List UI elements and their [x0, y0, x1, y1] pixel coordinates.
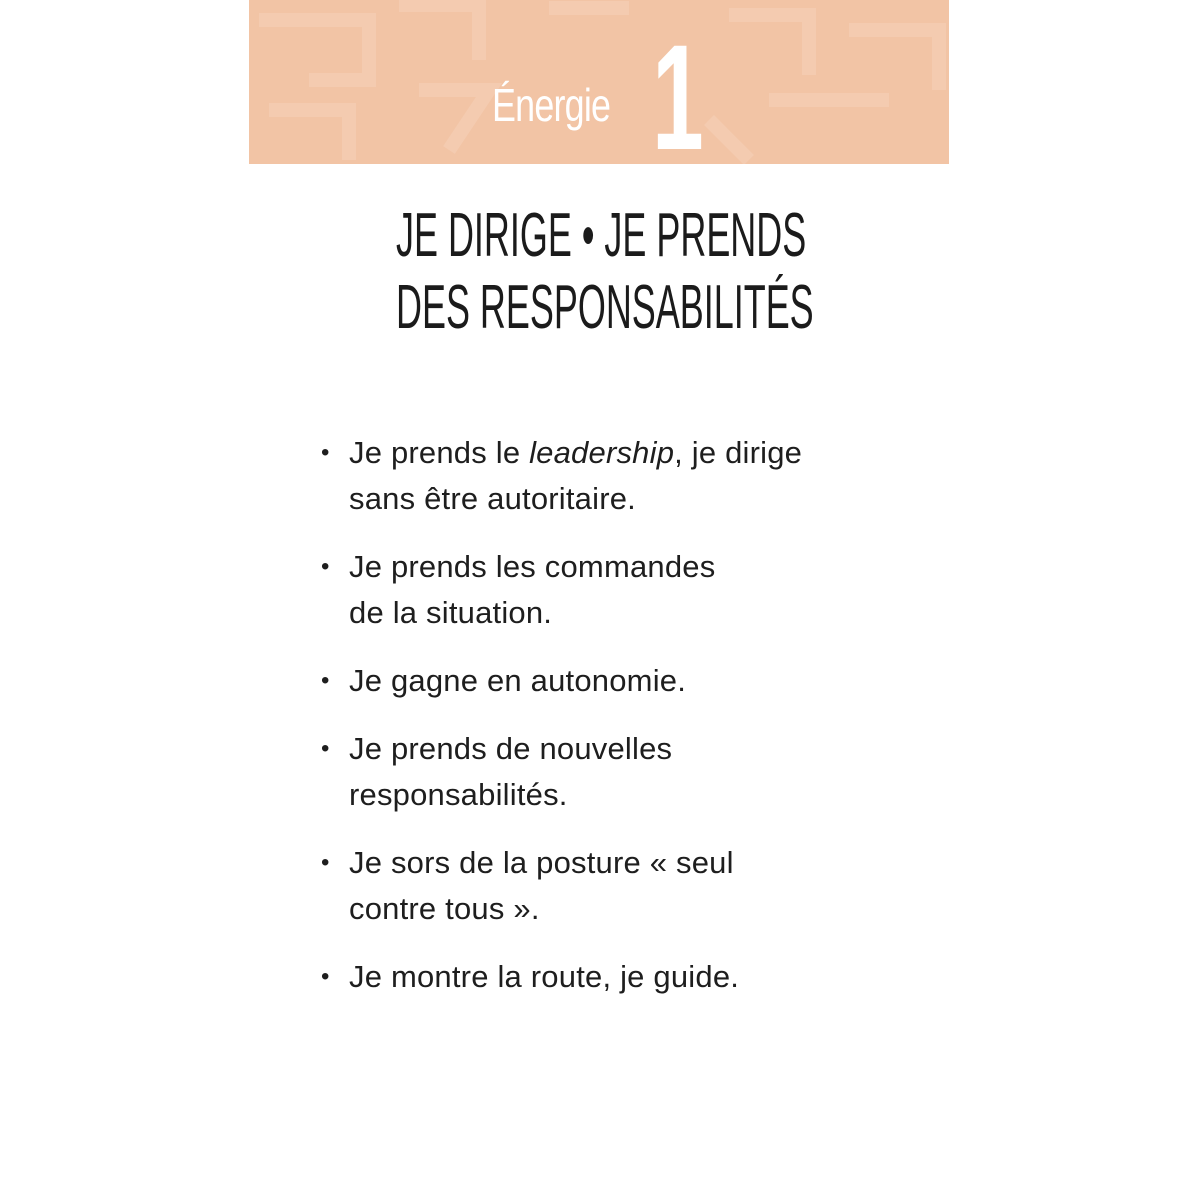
list-item	[321, 954, 921, 1000]
bullet: •	[321, 849, 330, 876]
bullet: •	[321, 735, 330, 762]
card	[249, 0, 949, 1198]
item-line: de la situation.	[349, 595, 553, 630]
italic-term: leadership	[529, 435, 675, 470]
list-item	[321, 544, 921, 636]
item-line: contre tous ».	[349, 891, 540, 926]
list-item	[321, 726, 921, 818]
bullet: •	[321, 439, 330, 466]
energy-label: Énergie	[492, 79, 611, 131]
header-band	[249, 0, 949, 164]
energy-number: 1	[652, 13, 704, 164]
item-line: Je prends le leadership, je dirige	[349, 435, 803, 470]
list-item	[321, 658, 921, 704]
bullet: •	[321, 667, 330, 694]
item-line: Je prends les commandes	[349, 549, 716, 584]
title-line-2: DES RESPONSABILITÉS	[396, 273, 814, 342]
bullet: •	[321, 963, 330, 990]
item-line: Je gagne en autonomie.	[349, 663, 687, 698]
list-item	[321, 430, 921, 522]
list-item	[321, 840, 921, 932]
card-title	[249, 200, 949, 344]
item-line: sans être autoritaire.	[349, 481, 636, 516]
item-line: Je montre la route, je guide.	[349, 959, 740, 994]
bullet: •	[321, 553, 330, 580]
statement-list	[321, 430, 921, 1022]
title-line-1: JE DIRIGE • JE PRENDS	[396, 201, 807, 270]
item-line: Je sors de la posture « seul	[349, 845, 734, 880]
item-line: responsabilités.	[349, 777, 568, 812]
item-line: Je prends de nouvelles	[349, 731, 673, 766]
